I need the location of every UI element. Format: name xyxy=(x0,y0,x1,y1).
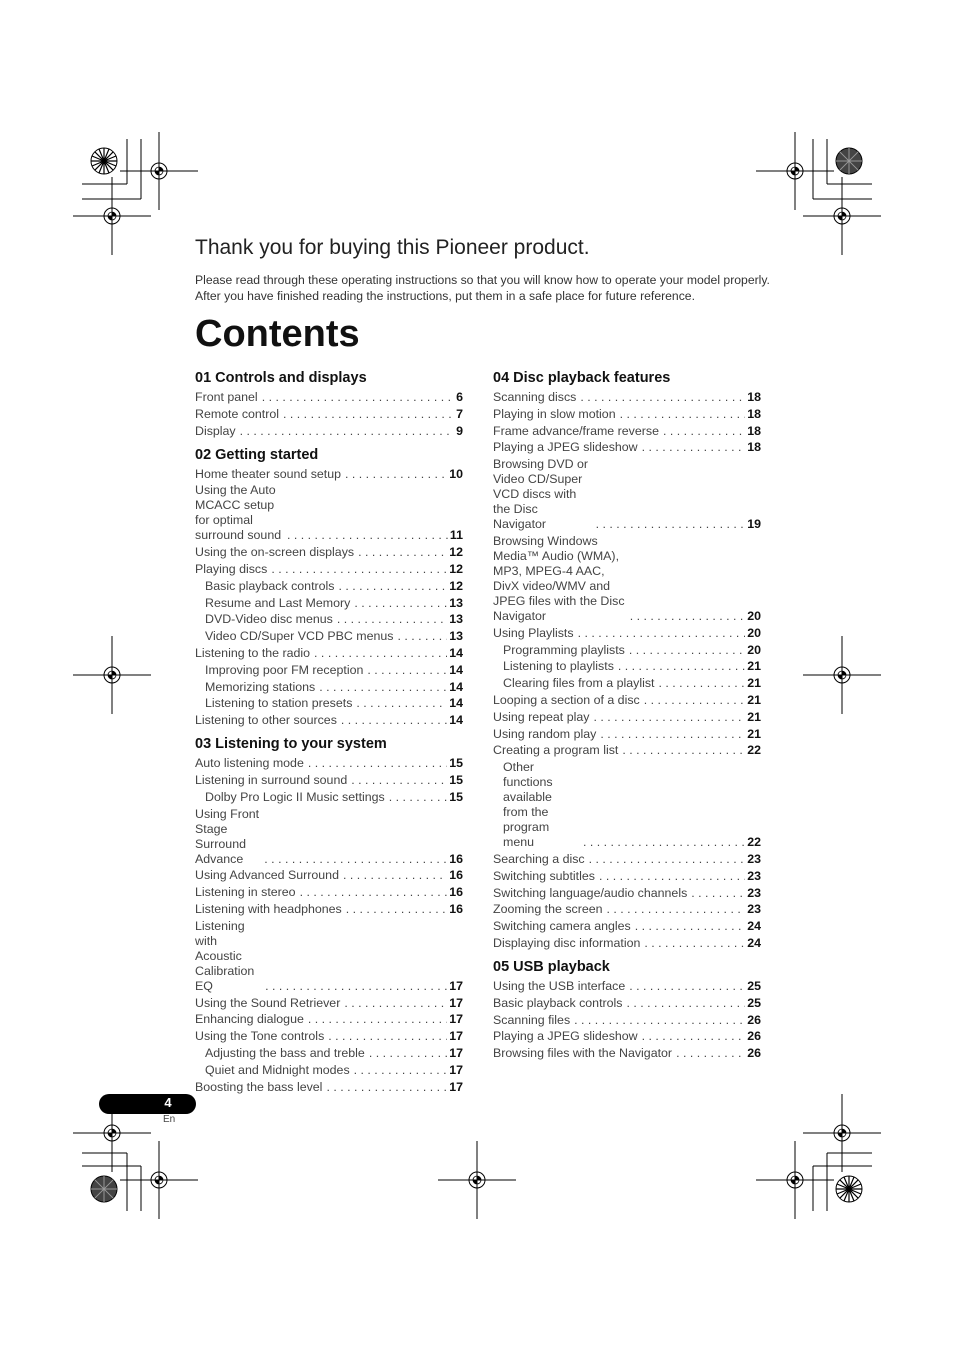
dot-leader xyxy=(580,390,745,405)
dot-leader xyxy=(328,1029,447,1044)
toc-entry-title: Auto listening mode xyxy=(195,756,304,771)
dot-leader xyxy=(607,902,746,917)
toc-entry[interactable] xyxy=(493,919,761,934)
dot-leader xyxy=(593,710,745,725)
toc-entry[interactable] xyxy=(195,596,463,611)
dot-leader xyxy=(343,868,447,883)
toc-entry-title: Quiet and Midnight modes xyxy=(205,1062,350,1077)
toc-entry-title: Display xyxy=(195,423,236,438)
toc-entry-page: 25 xyxy=(747,978,761,993)
toc-entry[interactable] xyxy=(493,1046,761,1061)
toc-entry[interactable] xyxy=(493,440,761,455)
dot-leader xyxy=(626,996,745,1011)
dot-leader xyxy=(351,773,447,788)
toc-column-right xyxy=(493,369,761,1068)
dot-leader xyxy=(620,407,746,422)
dot-leader xyxy=(397,629,447,644)
toc-entry-page: 16 xyxy=(449,851,463,866)
toc-entry-page: 17 xyxy=(449,995,463,1010)
toc-section-heading: 03 Listening to your system xyxy=(195,736,387,753)
dot-leader xyxy=(642,1029,746,1044)
toc-entry-page: 23 xyxy=(747,885,761,900)
toc-entry-page: 15 xyxy=(449,789,463,804)
toc-entry-page: 17 xyxy=(449,978,463,993)
dot-leader xyxy=(367,663,447,678)
toc-entry-title: Frame advance/frame reverse xyxy=(493,423,659,438)
toc-column-left xyxy=(195,369,463,1102)
toc-entry-page: 14 xyxy=(449,662,463,677)
toc-entry-title: Memorizing stations xyxy=(205,679,316,694)
dot-leader xyxy=(369,1046,447,1061)
toc-entry-title: Playing a JPEG slideshow xyxy=(493,1029,638,1044)
toc-entry-title: Using repeat play xyxy=(493,709,590,724)
dot-leader xyxy=(596,517,746,532)
dot-leader xyxy=(308,1012,447,1027)
dot-leader xyxy=(583,835,745,850)
toc-entry-page: 20 xyxy=(747,625,761,640)
toc-entry[interactable] xyxy=(195,483,463,543)
dot-leader xyxy=(622,743,745,758)
dot-leader xyxy=(338,579,447,594)
toc-entry-page: 21 xyxy=(747,659,761,674)
dot-leader xyxy=(265,979,447,994)
page-number-tab xyxy=(99,1094,196,1114)
toc-entry-title: Switching subtitles xyxy=(493,868,595,883)
toc-entry[interactable] xyxy=(493,869,761,884)
toc-entry-title: Listening to other sources xyxy=(195,713,337,728)
toc-entry-title: Listening to the radio xyxy=(195,645,311,660)
dot-leader xyxy=(663,424,745,439)
toc-section-heading: 05 USB playback xyxy=(493,958,610,975)
toc-entry[interactable] xyxy=(195,680,463,695)
toc-entry-page: 14 xyxy=(449,679,463,694)
toc-entry-page: 24 xyxy=(747,919,761,934)
toc-entry[interactable] xyxy=(195,1080,463,1095)
toc-entry-page: 21 xyxy=(747,692,761,707)
toc-entry-title: Playing in slow motion xyxy=(493,406,616,421)
toc-entry-title: Switching camera angles xyxy=(493,919,631,934)
toc-entry-page: 6 xyxy=(456,390,463,404)
toc-entry-page: 12 xyxy=(449,578,463,593)
toc-entry[interactable] xyxy=(493,996,761,1011)
toc-entry[interactable] xyxy=(493,936,761,951)
dot-leader xyxy=(326,1080,447,1095)
dot-leader xyxy=(676,1046,745,1061)
toc-entry[interactable] xyxy=(493,626,761,641)
toc-section-heading: 01 Controls and displays xyxy=(195,370,367,386)
toc-entry-title: Scanning files xyxy=(493,1012,571,1027)
toc-entry-page: 26 xyxy=(747,1029,761,1044)
dot-leader xyxy=(635,919,745,934)
dot-leader xyxy=(629,979,745,994)
toc-entry-title: Using Advanced Surround xyxy=(195,868,339,883)
toc-section xyxy=(493,369,761,951)
toc-entry-title: Basic playback controls xyxy=(493,995,623,1010)
toc-entry-page: 14 xyxy=(449,645,463,660)
toc-entry-title: Displaying disc information xyxy=(493,935,641,950)
dot-leader xyxy=(354,596,447,611)
language-code: En xyxy=(163,1114,176,1125)
toc-entry[interactable] xyxy=(493,424,761,439)
toc-entry[interactable] xyxy=(493,760,761,850)
toc-entry-title: Browsing files with the Navigator xyxy=(493,1046,673,1061)
dot-leader xyxy=(691,886,745,901)
toc-entry-title: Listening in surround sound xyxy=(195,772,348,787)
toc-entry-page: 7 xyxy=(456,406,463,421)
toc-entry[interactable] xyxy=(493,643,761,658)
toc-entry-page: 22 xyxy=(747,743,761,758)
toc-entry[interactable] xyxy=(493,534,761,624)
dot-leader xyxy=(345,467,447,482)
toc-entry-title: Creating a program list xyxy=(493,743,619,758)
toc-entry[interactable] xyxy=(195,1063,463,1078)
toc-entry-title: Listening in stereo xyxy=(195,885,296,900)
toc-entry-title: Using random play xyxy=(493,726,597,741)
toc-entry-page: 12 xyxy=(449,561,463,576)
toc-entry[interactable] xyxy=(195,1046,463,1061)
toc-entry-page: 16 xyxy=(449,885,463,900)
toc-section-heading: 02 Getting started xyxy=(195,446,319,463)
thanks-heading: Thank you for buying this Pioneer product. xyxy=(195,236,590,259)
toc-section xyxy=(195,369,463,439)
toc-entry-title: Using the on-screen displays xyxy=(195,545,355,560)
toc-entry-title: Listening with Acoustic Calibration EQ xyxy=(195,918,255,993)
toc-entry[interactable] xyxy=(493,979,761,994)
toc-entry[interactable] xyxy=(493,457,761,532)
toc-entry-title: Clearing files from a playlist xyxy=(503,676,655,691)
toc-entry[interactable] xyxy=(493,743,761,758)
dot-leader xyxy=(264,852,447,867)
toc-entry[interactable] xyxy=(195,1012,463,1027)
toc-entry[interactable] xyxy=(195,713,463,728)
dot-leader xyxy=(642,440,746,455)
toc-entry[interactable] xyxy=(195,996,463,1011)
dot-leader xyxy=(578,626,746,641)
toc-entry[interactable] xyxy=(195,902,463,917)
toc-entry-title: Video CD/Super VCD PBC menus xyxy=(205,629,394,644)
toc-entry[interactable] xyxy=(195,1029,463,1044)
dot-leader xyxy=(346,902,447,917)
toc-entry-page: 15 xyxy=(449,756,463,771)
toc-entry-title: Remote control xyxy=(195,406,280,421)
toc-entry[interactable] xyxy=(493,1029,761,1044)
toc-entry-page: 26 xyxy=(747,1046,761,1061)
toc-entry[interactable] xyxy=(493,693,761,708)
toc-entry-title: Using Playlists xyxy=(493,625,574,640)
dot-leader xyxy=(240,424,454,439)
toc-entry-title: Improving poor FM reception xyxy=(205,662,364,677)
toc-entry-title: Looping a section of a disc xyxy=(493,692,640,707)
toc-entry-page: 18 xyxy=(747,406,761,421)
toc-entry[interactable] xyxy=(195,663,463,678)
toc-section-heading: 04 Disc playback features xyxy=(493,370,671,386)
toc-entry-page: 18 xyxy=(747,390,761,404)
toc-entry[interactable] xyxy=(493,676,761,691)
dot-leader xyxy=(589,852,746,867)
toc-entry-title: Playing discs xyxy=(195,561,268,576)
toc-entry[interactable] xyxy=(195,612,463,627)
toc-entry-page: 18 xyxy=(747,440,761,455)
intro-paragraph: Please read through these operating instructions so that you will know how to operate your model properly. After you have finished reading the instructions, put them in a safe place for future reference. xyxy=(195,273,770,303)
toc-entry-page: 19 xyxy=(747,517,761,532)
toc-entry[interactable] xyxy=(195,919,463,994)
toc-entry-title: Adjusting the bass and treble xyxy=(205,1045,365,1060)
toc-entry-title: Scanning discs xyxy=(493,390,577,404)
toc-entry-page: 11 xyxy=(449,528,463,543)
toc-entry-page: 20 xyxy=(747,642,761,657)
toc-entry-page: 14 xyxy=(449,696,463,711)
dot-leader xyxy=(618,659,745,674)
toc-entry-page: 9 xyxy=(456,423,463,438)
toc-entry-title: Listening with headphones xyxy=(195,901,342,916)
dot-leader xyxy=(319,680,447,695)
dot-leader xyxy=(344,996,447,1011)
toc-entry-title: Basic playback controls xyxy=(205,578,335,593)
toc-entry-title: Playing a JPEG slideshow xyxy=(493,440,638,455)
dot-leader xyxy=(629,643,745,658)
toc-entry-title: Using the USB interface xyxy=(493,978,626,993)
toc-entry-title: Front panel xyxy=(195,390,258,404)
toc-entry[interactable] xyxy=(493,902,761,917)
toc-entry[interactable] xyxy=(493,852,761,867)
toc-entry-page: 17 xyxy=(449,1062,463,1077)
toc-entry-title: Zooming the screen xyxy=(493,902,603,917)
dot-leader xyxy=(630,609,745,624)
dot-leader xyxy=(287,528,448,543)
toc-entry-title: Other functions available from the program menu xyxy=(503,760,553,850)
toc-entry-page: 25 xyxy=(747,995,761,1010)
page-number: 4 xyxy=(164,1095,172,1110)
dot-leader xyxy=(356,696,447,711)
toc-entry[interactable] xyxy=(195,545,463,560)
toc-entry[interactable] xyxy=(195,885,463,900)
dot-leader xyxy=(308,756,447,771)
toc-entry-page: 17 xyxy=(449,1012,463,1027)
toc-entry-page: 17 xyxy=(449,1079,463,1094)
toc-entry-page: 23 xyxy=(747,851,761,866)
toc-entry-title: DVD-Video disc menus xyxy=(205,612,333,627)
toc-entry[interactable] xyxy=(493,1013,761,1028)
toc-entry-title: Listening to station presets xyxy=(205,696,353,711)
toc-entry[interactable] xyxy=(493,727,761,742)
dot-leader xyxy=(659,676,746,691)
toc-entry[interactable] xyxy=(195,424,463,439)
toc-entry[interactable] xyxy=(195,562,463,577)
toc-entry[interactable] xyxy=(493,659,761,674)
toc-entry-page: 23 xyxy=(747,868,761,883)
dot-leader xyxy=(262,390,454,405)
toc-entry-title: Using Front Stage Surround Advance xyxy=(195,806,260,866)
toc-entry-page: 26 xyxy=(747,1012,761,1027)
toc-entry-title: Boosting the bass level xyxy=(195,1079,323,1094)
toc-entry-title: Enhancing dialogue xyxy=(195,1012,304,1027)
toc-entry-page: 24 xyxy=(747,935,761,950)
toc-entry-page: 21 xyxy=(747,726,761,741)
dot-leader xyxy=(644,693,745,708)
toc-entry-title: Listening to playlists xyxy=(503,659,614,674)
toc-entry[interactable] xyxy=(195,790,463,805)
dot-leader xyxy=(354,1063,448,1078)
toc-entry[interactable] xyxy=(195,646,463,661)
toc-entry-title: Searching a disc xyxy=(493,851,585,866)
toc-entry-page: 14 xyxy=(449,713,463,728)
toc-entry[interactable] xyxy=(195,407,463,422)
dot-leader xyxy=(600,727,745,742)
toc-entry[interactable] xyxy=(195,579,463,594)
toc-entry-page: 13 xyxy=(449,595,463,610)
toc-entry-title: Browsing DVD or Video CD/Super VCD discs with the Disc Navigator xyxy=(493,457,589,532)
dot-leader xyxy=(644,936,745,951)
toc-entry-title: Programming playlists xyxy=(503,642,625,657)
toc-entry[interactable] xyxy=(195,467,463,482)
dot-leader xyxy=(300,885,448,900)
toc-entry[interactable] xyxy=(195,390,463,405)
toc-entry[interactable] xyxy=(195,756,463,771)
dot-leader xyxy=(283,407,454,422)
dot-leader xyxy=(271,562,447,577)
dot-leader xyxy=(358,545,447,560)
toc-entry-page: 15 xyxy=(449,772,463,787)
toc-entry-title: Browsing Windows Media™ Audio (WMA), MP3, MPEG-4 AAC, DivX video/WMV and JPEG files with the Disc Navigator xyxy=(493,533,625,623)
toc-entry-page: 18 xyxy=(747,423,761,438)
toc-entry-page: 17 xyxy=(449,1045,463,1060)
toc-entry-page: 16 xyxy=(449,901,463,916)
toc-entry-page: 16 xyxy=(449,868,463,883)
toc-entry-page: 23 xyxy=(747,902,761,917)
dot-leader xyxy=(574,1013,745,1028)
toc-entry-page: 10 xyxy=(449,466,463,481)
toc-entry[interactable] xyxy=(195,629,463,644)
toc-entry-title: Switching language/audio channels xyxy=(493,885,688,900)
dot-leader xyxy=(337,612,447,627)
toc-entry-page: 12 xyxy=(449,545,463,560)
toc-entry-title: Home theater sound setup xyxy=(195,466,342,481)
dot-leader xyxy=(314,646,447,661)
toc-entry[interactable] xyxy=(493,390,761,405)
toc-entry[interactable] xyxy=(195,696,463,711)
toc-entry-title: Using the Auto MCACC setup for optimal surround sound xyxy=(195,483,282,543)
dot-leader xyxy=(389,790,447,805)
toc-entry-page: 13 xyxy=(449,629,463,644)
toc-entry-page: 13 xyxy=(449,612,463,627)
toc-entry-page: 21 xyxy=(747,676,761,691)
dot-leader xyxy=(599,869,745,884)
toc-entry-page: 17 xyxy=(449,1029,463,1044)
toc-entry[interactable] xyxy=(195,868,463,883)
toc-entry-title: Dolby Pro Logic II Music settings xyxy=(205,789,385,804)
toc-entry[interactable] xyxy=(493,886,761,901)
toc-entry[interactable] xyxy=(195,773,463,788)
toc-entry-title: Using the Tone controls xyxy=(195,1029,325,1044)
toc-entry[interactable] xyxy=(493,710,761,725)
toc-entry-page: 20 xyxy=(747,608,761,623)
toc-entry-title: Using the Sound Retriever xyxy=(195,995,341,1010)
dot-leader xyxy=(341,713,447,728)
toc-entry-title: Resume and Last Memory xyxy=(205,595,351,610)
toc-entry-page: 22 xyxy=(747,835,761,850)
page-title: Contents xyxy=(195,313,360,355)
toc-section xyxy=(195,735,463,1094)
toc-section xyxy=(195,446,463,729)
toc-entry[interactable] xyxy=(195,807,463,867)
toc-section xyxy=(493,958,761,1061)
toc-entry-page: 21 xyxy=(747,709,761,724)
toc-entry[interactable] xyxy=(493,407,761,422)
